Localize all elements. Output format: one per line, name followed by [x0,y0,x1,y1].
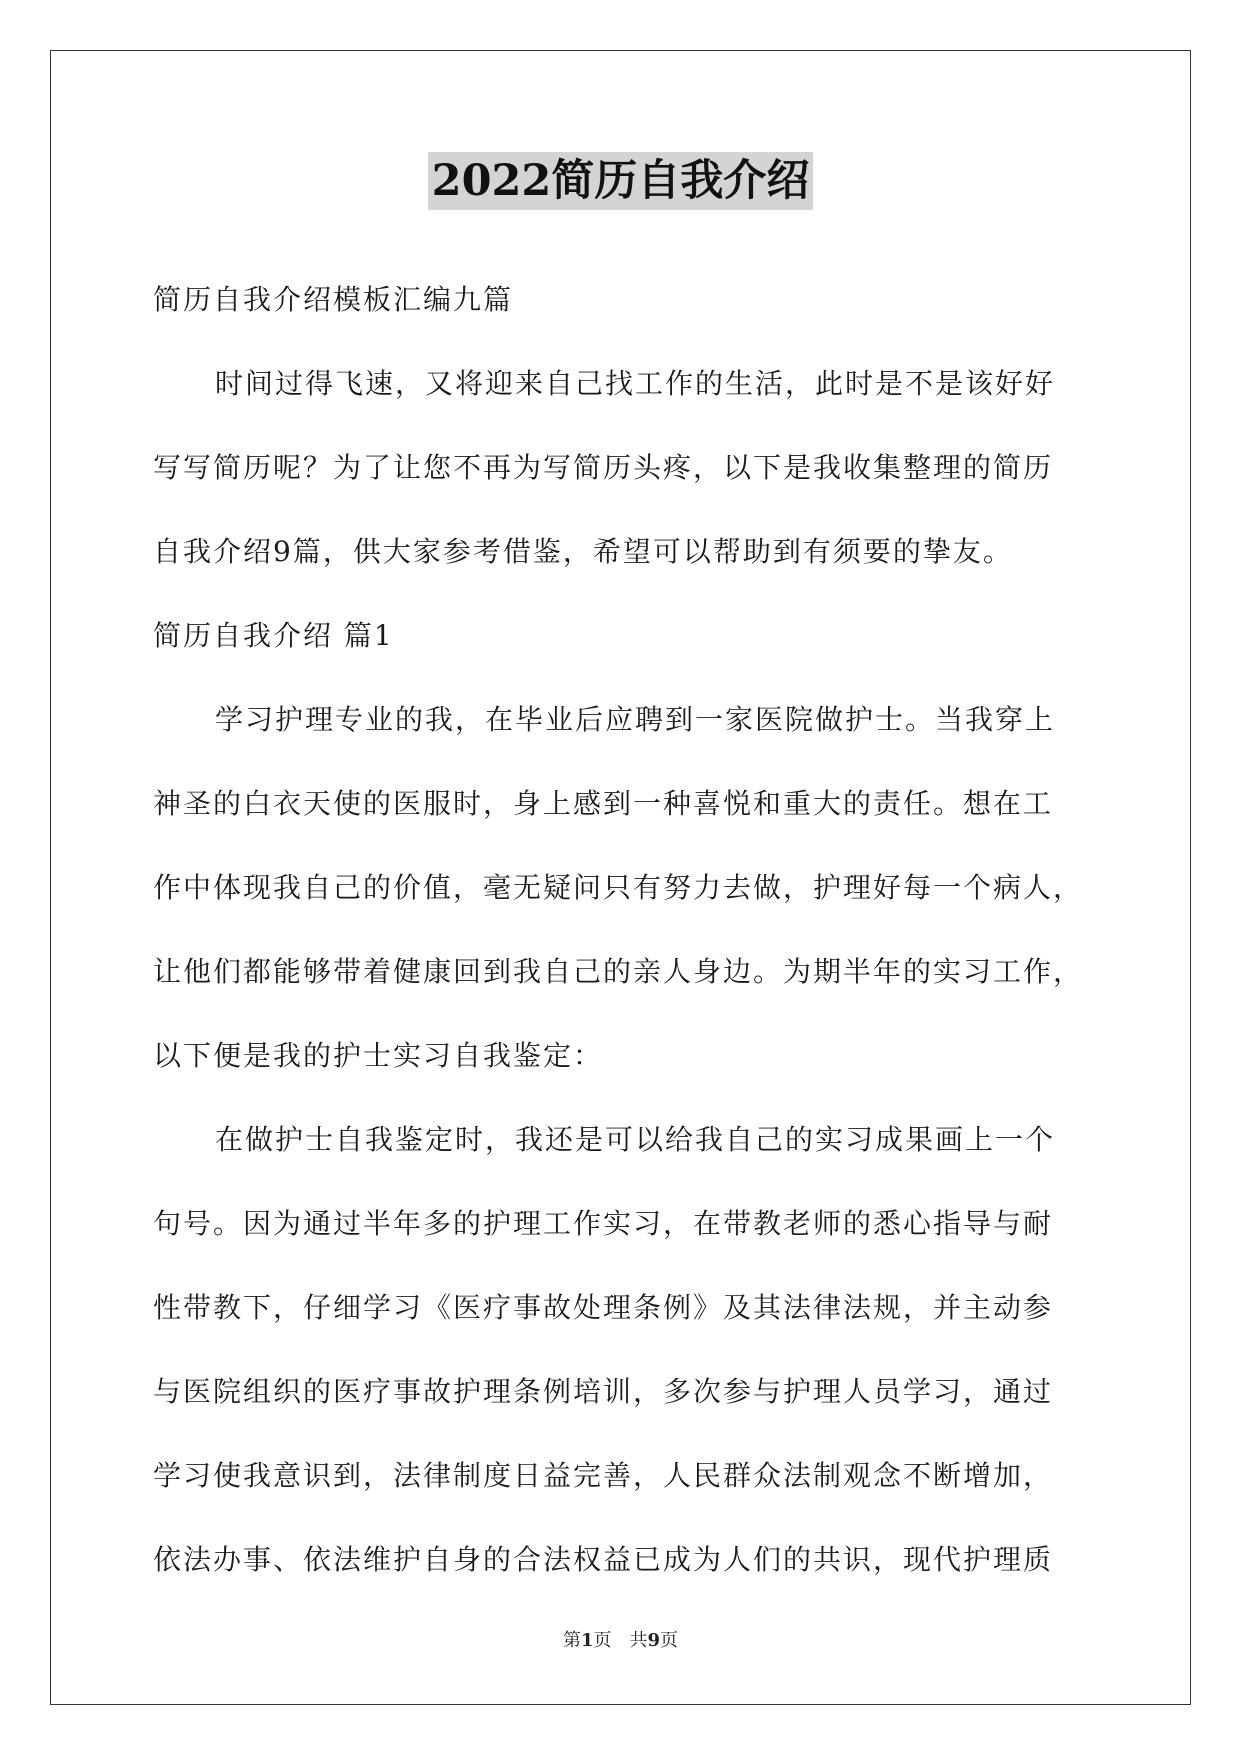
text-line: 简历自我介绍模板汇编九篇 [153,283,514,316]
page-footer [0,1626,1241,1652]
text-line: 句号。因为通过半年多的护理工作实习，在带教老师的悉心指导与耐 [153,1207,1054,1240]
text-line: 学习使我意识到，法律制度日益完善，人民群众法制观念不断增加， [153,1459,1054,1492]
text-line: 与医院组织的医疗事故护理条例培训，多次参与护理人员学习，通过 [153,1375,1054,1408]
text-line: 在做护士自我鉴定时，我还是可以给我自己的实习成果画上一个 [215,1123,1056,1156]
document-body [153,258,1093,1602]
text-line: 学习护理专业的我，在毕业后应聘到一家医院做护士。当我穿上 [215,703,1056,736]
text-line: 简历自我介绍 篇1 [153,619,394,652]
text-line: 神圣的白衣天使的医服时，身上感到一种喜悦和重大的责任。想在工 [153,787,1054,820]
text-line: 时间过得飞速，又将迎来自己找工作的生活，此时是不是该好好 [215,367,1056,400]
text-line: 依法办事、依法维护自身的合法权益已成为人们的共识，现代护理质 [153,1543,1054,1576]
footer-suffix: 页 [660,1630,679,1651]
text-line: 自我介绍9篇，供大家参考借鉴，希望可以帮助到有须要的挚友。 [153,535,1013,568]
footer-middle: 页 共 [593,1630,648,1651]
text-line: 让他们都能够带着健康回到我自己的亲人身边。为期半年的实习工作， [153,955,1084,988]
document-title: 2022简历自我介绍 [428,152,814,210]
text-line: 作中体现我自己的价值，毫无疑问只有努力去做，护理好每一个病人， [153,871,1084,904]
footer-page-number: 1 [580,1630,594,1651]
title-container [0,152,1241,210]
text-line: 以下便是我的护士实习自我鉴定： [153,1039,604,1072]
footer-prefix: 第 [562,1630,581,1651]
footer-total-pages: 9 [647,1630,661,1651]
text-line: 写写简历呢？为了让您不再为写简历头疼，以下是我收集整理的简历 [153,451,1054,484]
text-line: 性带教下，仔细学习《医疗事故处理条例》及其法律法规，并主动参 [153,1291,1054,1324]
